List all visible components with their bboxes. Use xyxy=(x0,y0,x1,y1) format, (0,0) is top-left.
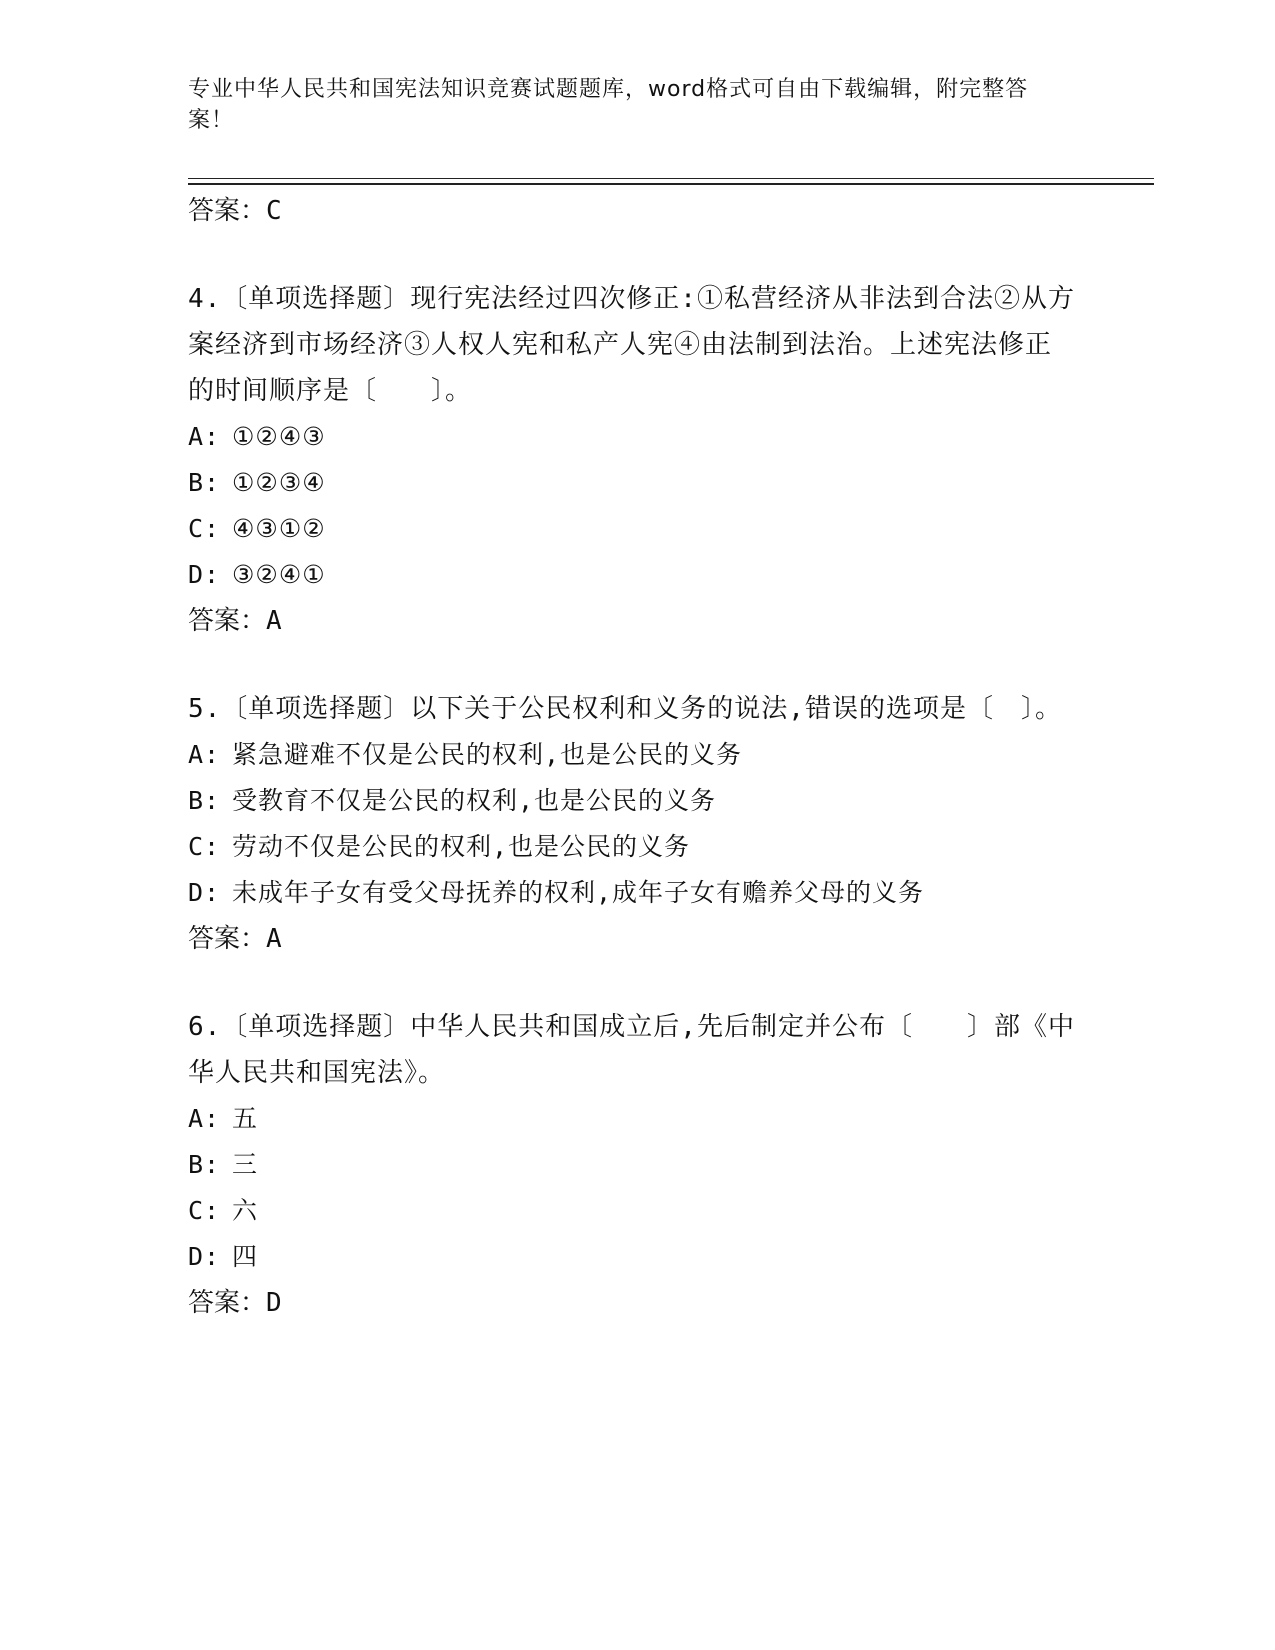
option-key: B: xyxy=(188,468,221,497)
option-text: 四 xyxy=(232,1242,259,1271)
answer-value: A xyxy=(266,924,282,954)
option-key: C: xyxy=(188,832,221,861)
option-text: 六 xyxy=(232,1196,259,1225)
option-d xyxy=(188,870,1088,916)
option-key: D: xyxy=(188,560,221,589)
option-key: C: xyxy=(188,514,221,543)
option-text: ③②④① xyxy=(232,560,326,589)
option-key: A: xyxy=(188,740,221,769)
answer-value: A xyxy=(266,606,282,636)
option-key: A: xyxy=(188,422,221,451)
answer-label: 答案： xyxy=(188,1288,267,1318)
option-key: D: xyxy=(188,878,221,907)
option-a xyxy=(188,414,1088,460)
option-key: B: xyxy=(188,786,221,815)
answer-line xyxy=(188,598,1088,644)
option-text: 紧急避难不仅是公民的权利,也是公民的义务 xyxy=(232,740,743,769)
option-text: ④③①② xyxy=(232,514,326,543)
question-4 xyxy=(188,276,1088,644)
option-key: A: xyxy=(188,1104,221,1133)
option-d xyxy=(188,1234,1088,1280)
answer-label: 答案： xyxy=(188,924,267,954)
option-text: ①②③④ xyxy=(232,468,326,497)
option-a xyxy=(188,732,1088,778)
option-b xyxy=(188,778,1088,824)
answer-line xyxy=(188,188,1088,234)
header-rule-thin xyxy=(188,178,1154,179)
header-rule-thick xyxy=(188,183,1154,185)
answer-value: D xyxy=(266,1288,282,1318)
option-c xyxy=(188,1188,1088,1234)
answer-label: 答案： xyxy=(188,606,267,636)
answer-line xyxy=(188,1280,1088,1326)
document-header: 专业中华人民共和国宪法知识竞赛试题题库，word格式可自由下载编辑，附完整答案！ xyxy=(188,77,1029,133)
question-stem: 4.〔单项选择题〕现行宪法经过四次修正:①私营经济从非法到合法②从方案经济到市场经济③人权人宪和私产人宪④由法制到法治。上述宪法修正的时间顺序是〔 〕。 xyxy=(188,284,1075,406)
question-stem: 6.〔单项选择题〕中华人民共和国成立后,先后制定并公布〔 〕部《中华人民共和国宪法》。 xyxy=(188,1012,1075,1088)
option-text: ①②④③ xyxy=(232,422,326,451)
option-key: C: xyxy=(188,1196,221,1225)
question-6 xyxy=(188,1004,1088,1326)
option-text: 受教育不仅是公民的权利,也是公民的义务 xyxy=(232,786,717,815)
option-text: 未成年子女有受父母抚养的权利,成年子女有赡养父母的义务 xyxy=(232,878,925,907)
option-key: B: xyxy=(188,1150,221,1179)
answer-label: 答案： xyxy=(188,196,267,226)
option-key: D: xyxy=(188,1242,221,1271)
answer-line xyxy=(188,916,1088,962)
document-body xyxy=(188,188,1088,1326)
option-text: 五 xyxy=(232,1104,259,1133)
question-5 xyxy=(188,686,1088,962)
answer-value: C xyxy=(266,196,282,226)
option-d xyxy=(188,552,1088,598)
option-c xyxy=(188,824,1088,870)
option-text: 三 xyxy=(232,1150,259,1179)
option-b xyxy=(188,1142,1088,1188)
option-text: 劳动不仅是公民的权利,也是公民的义务 xyxy=(232,832,691,861)
option-c xyxy=(188,506,1088,552)
question-stem: 5.〔单项选择题〕以下关于公民权利和义务的说法,错误的选项是〔 〕。 xyxy=(188,694,1062,724)
option-b xyxy=(188,460,1088,506)
option-a xyxy=(188,1096,1088,1142)
